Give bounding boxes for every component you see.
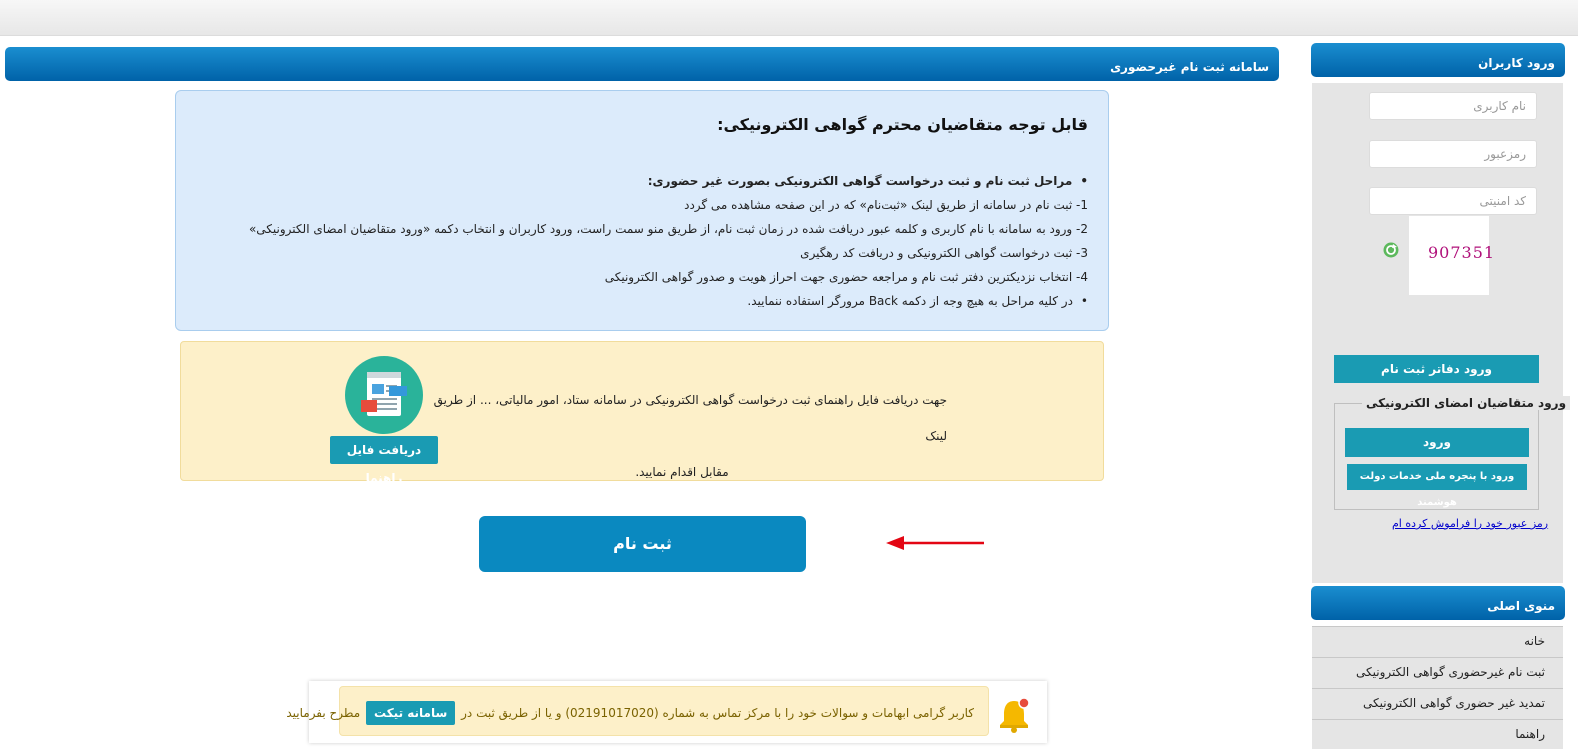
ticket-system-button[interactable]: سامانه تیکت (366, 701, 455, 725)
info-title: قابل توجه متقاضیان محترم گواهی الکترونیکی: (717, 115, 1088, 134)
smart-gov-login-button[interactable]: ورود با پنجره ملی خدمات دولت هوشمند (1347, 464, 1527, 490)
guide-text: جهت دریافت فایل راهنمای ثبت درخواست گواهی الکترونیکی در سامانه ستاد، امور مالیاتی، ... از طریق لینک مقابل اقدام نمایید. (433, 393, 947, 479)
info-panel (175, 90, 1109, 331)
notification-bell-icon (997, 697, 1031, 733)
forgot-password-link[interactable]: رمز عبور خود را فراموش کرده ام (1392, 517, 1549, 530)
main-menu-header (1311, 586, 1565, 620)
notice-text-after: مطرح بفرمایید (286, 706, 361, 720)
notice-bar (286, 681, 1047, 743)
captcha-code: 907351 (1428, 243, 1496, 262)
register-button[interactable]: ثبت نام (479, 516, 806, 572)
back-warning: • در کلیه مراحل به هیچ وجه از دکمه Back مرورگر استفاده ننمایید. (208, 289, 1088, 313)
refresh-captcha-icon[interactable] (1383, 242, 1399, 258)
captcha-field[interactable]: کد امنیتی (1369, 187, 1537, 215)
download-guide-button[interactable]: دریافت فایل راهنما (330, 436, 438, 464)
red-arrow-icon (884, 535, 988, 551)
step-item: 3- ثبت درخواست گواهی الکترونیکی و دریافت کد رهگیری (800, 246, 1088, 260)
login-header (1311, 43, 1565, 77)
menu-item-renew[interactable]: تمدید غیر حضوری گواهی الکترونیکی (1312, 688, 1563, 719)
step-item: 4- انتخاب نزدیکترین دفتر ثبت نام و مراجعه حضوری جهت احراز هویت و صدور گواهی الکترونیکی (604, 270, 1088, 284)
step-item: 2- ورود به سامانه با نام کاربری و کلمه عبور دریافت شده در زمان ثبت نام، از طریق منو سمت راست، ورود کاربران و انتخاب دکمه «ورود متقاضیان امضای الکترونیکی» (248, 222, 1088, 236)
menu-item-help[interactable]: راهنما (1312, 719, 1563, 749)
page-title: سامانه ثبت نام غیرحضوری (1110, 60, 1269, 74)
password-field[interactable]: رمزعبور (1369, 140, 1537, 168)
guide-panel (180, 341, 1104, 481)
login-title: ورود کاربران (1478, 56, 1555, 70)
menu-item-register[interactable]: ثبت نام غیرحضوری گواهی الکترونیکی (1312, 657, 1563, 688)
signature-legend: ورود متقاضیان امضای الکترونیکی (1362, 396, 1570, 410)
step-item: 1- ثبت نام در سامانه از طریق لینک «ثبت‌نام» که در این صفحه مشاهده می گردد (684, 198, 1088, 212)
username-field[interactable]: نام کاربری (1369, 92, 1537, 120)
notice-text-before: کاربر گرامی ابهامات و سوالات خود را با مرکز تماس به شماره (02191017020) و یا از طریق ثبت در (461, 706, 974, 720)
main-menu-title: منوی اصلی (1487, 599, 1555, 613)
guide-document-icon (345, 356, 423, 434)
menu-item-home[interactable]: خانه (1312, 626, 1563, 657)
enter-button[interactable]: ورود (1345, 428, 1529, 457)
steps-list (208, 169, 1088, 313)
notice-message (286, 686, 989, 736)
offices-login-button[interactable]: ورود دفاتر ثبت نام (1334, 355, 1539, 383)
page-header (5, 47, 1279, 81)
top-bar (0, 0, 1578, 36)
steps-heading: • مراحل ثبت نام و ثبت درخواست گواهی الکترونیکی بصورت غیر حضوری: (208, 169, 1088, 193)
